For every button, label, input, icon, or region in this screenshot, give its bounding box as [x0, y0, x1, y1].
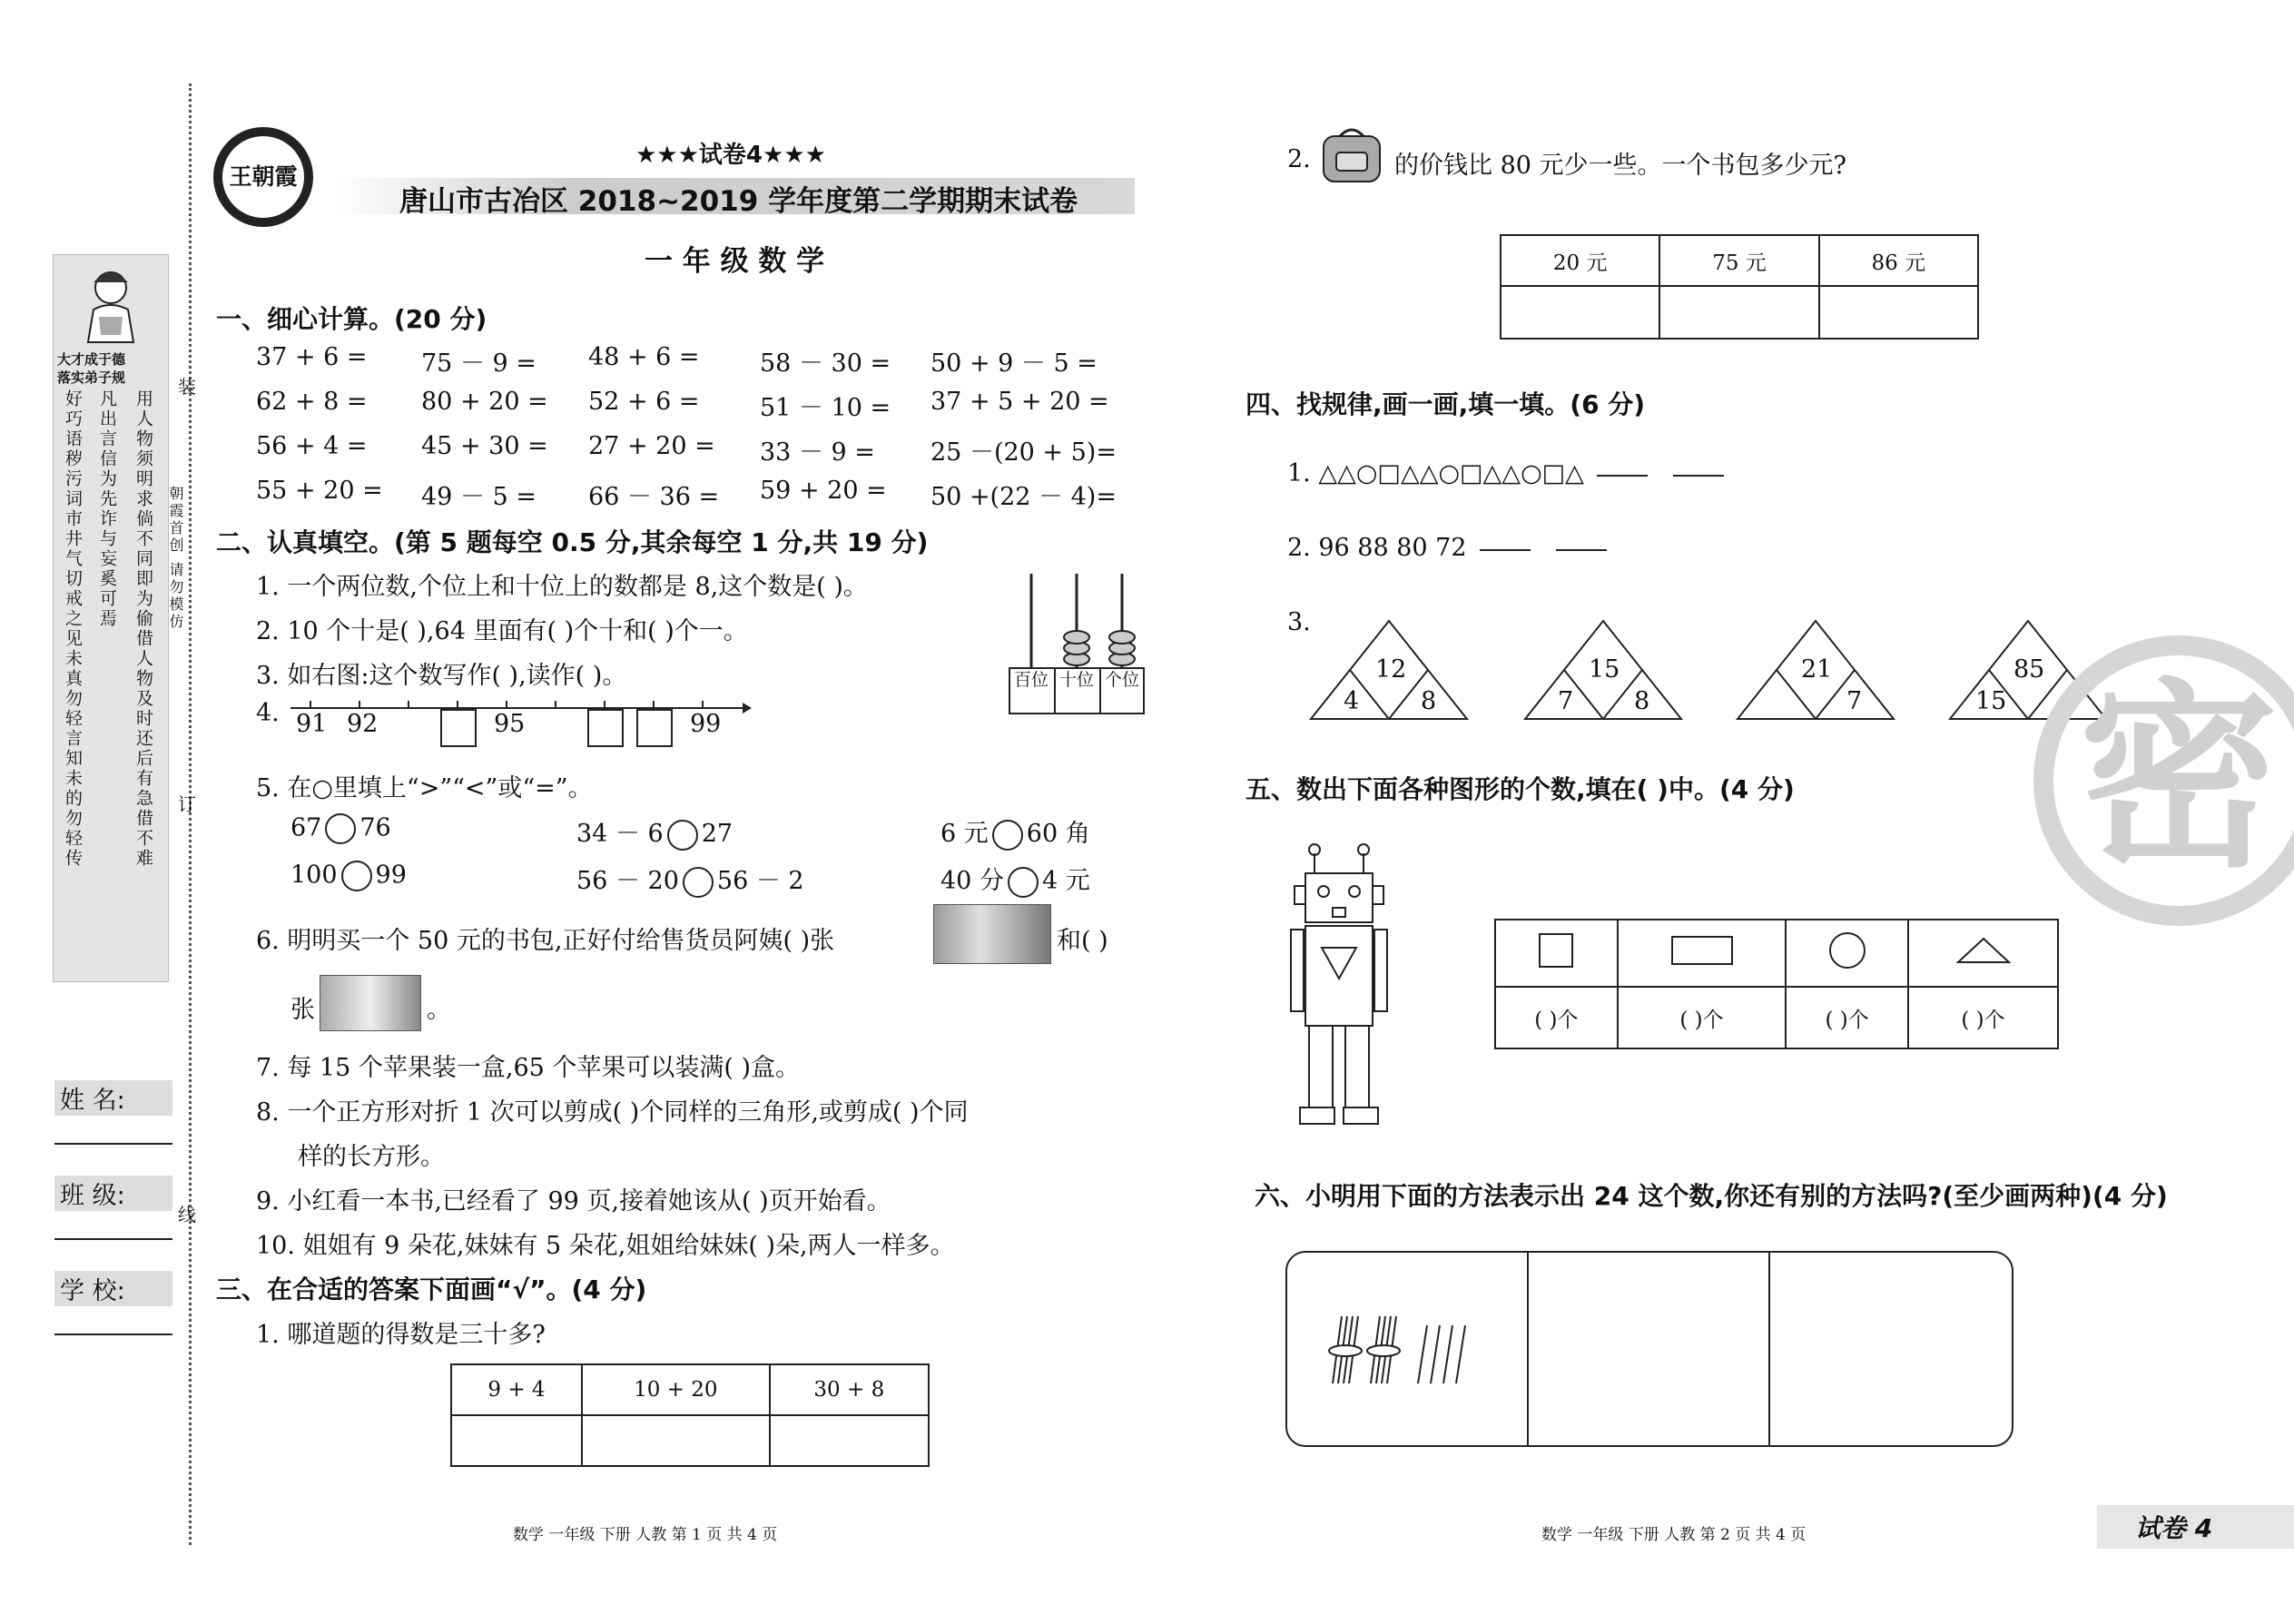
- calc-item[interactable]: 37 + 6 =: [256, 343, 368, 371]
- answer-cell[interactable]: [1659, 286, 1818, 339]
- footer-left: 数学 一年级 下册 人教 第 1 页 共 4 页: [513, 1526, 778, 1544]
- name-field[interactable]: [54, 1080, 172, 1145]
- sidebar-maxim-3: 好巧语秽污词市井气切戒之见未真勿轻言知未的勿轻传: [63, 389, 83, 869]
- pattern-question-1: 1. △△○□△△○□△△○□△: [1287, 459, 1737, 487]
- question-2-6a: 6. 明明买一个 50 元的书包,正好付给售货员阿姨( )张: [256, 927, 835, 955]
- compare-circle[interactable]: [667, 820, 698, 851]
- calc-item[interactable]: 27 + 20 =: [588, 432, 715, 460]
- answer-cell[interactable]: [582, 1415, 770, 1466]
- section3-heading: 三、在合适的答案下面画“√”。(4 分): [216, 1275, 647, 1304]
- drawing-divider: [1768, 1253, 1770, 1445]
- footer-paper-tag: 试卷 4: [2135, 1513, 2213, 1543]
- calc-item[interactable]: 37 + 5 + 20 =: [930, 388, 1109, 416]
- copyright-note: 朝霞首创 请勿模仿: [167, 486, 184, 632]
- number-line-label: 99: [690, 710, 722, 738]
- footer-right: 数学 一年级 下册 人教 第 2 页 共 4 页: [1541, 1526, 1807, 1544]
- binding-label-2: 订: [178, 793, 196, 815]
- compare-item: 67 76: [290, 813, 391, 844]
- circle-icon: [1829, 932, 1866, 969]
- shape-cell: [1618, 920, 1787, 987]
- question-2-1: 1. 一个两位数,个位上和十位上的数都是 8,这个数是( )。: [256, 573, 868, 601]
- school-field[interactable]: [54, 1271, 172, 1335]
- class-label: 班 级:: [54, 1176, 172, 1211]
- question-3-1: 1. 哪道题的得数是三十多?: [256, 1321, 546, 1349]
- question-2-3: 3. 如右图:这个数写作( ),读作( )。: [256, 662, 627, 690]
- abacus-label-tens: 十位: [1058, 670, 1094, 690]
- option-cell: 75 元: [1659, 235, 1818, 286]
- calc-grid: [256, 343, 1146, 521]
- schoolbag-icon: [1316, 123, 1389, 189]
- calc-item[interactable]: 50 +(22 － 4)=: [930, 483, 1117, 511]
- calc-item[interactable]: 49 － 5 =: [421, 483, 537, 511]
- stick-bundles-icon: [1322, 1311, 1503, 1391]
- compare-circle[interactable]: [683, 867, 714, 898]
- triangle-left-value[interactable]: 4: [1344, 687, 1360, 715]
- triangle-left-value[interactable]: 15: [1975, 687, 2007, 715]
- answer-cell[interactable]: [1501, 286, 1659, 339]
- triangle-top-value: 85: [2013, 655, 2045, 684]
- number-line-label: 95: [494, 710, 526, 738]
- compare-circle[interactable]: [992, 820, 1023, 851]
- scholar-icon: [81, 262, 141, 344]
- shape-cell: [1495, 920, 1618, 987]
- option-cell: 9 + 4: [451, 1364, 582, 1415]
- triangle-right-value[interactable]: 8: [1421, 687, 1437, 715]
- calc-item[interactable]: 25 －(20 + 5)=: [930, 438, 1117, 467]
- option-cell: 30 + 8: [770, 1364, 929, 1415]
- paper-badge: ★★★试卷4★★★: [635, 142, 826, 169]
- abacus-label-hundreds: 百位: [1013, 670, 1049, 690]
- number-line-label: 92: [347, 710, 379, 738]
- pattern-question-2: 2. 96 88 80 72: [1287, 534, 1620, 562]
- question-2-6c-end: 。: [427, 996, 451, 1024]
- question-2-7: 7. 每 15 个苹果装一盒,65 个苹果可以装满( )盒。: [256, 1054, 801, 1082]
- options-table-3-1: [450, 1363, 930, 1467]
- question-2-5: 5. 在○里填上“>”“<”或“=”。: [256, 774, 593, 802]
- number-line-blank[interactable]: [637, 710, 672, 746]
- section4-heading: 四、找规律,画一画,填一填。(6 分): [1245, 389, 1646, 419]
- square-icon: [1539, 933, 1573, 968]
- question-2-8b: 样的长方形。: [298, 1143, 445, 1171]
- answer-cell[interactable]: [770, 1415, 929, 1466]
- triangle-top-value: 12: [1375, 655, 1407, 684]
- calc-item[interactable]: 48 + 6 =: [588, 343, 700, 371]
- question-2-6b: 和( ): [1057, 927, 1108, 955]
- calc-row: [256, 432, 1146, 477]
- question-3-2: 的价钱比 80 元少一些。一个书包多少元?: [1394, 152, 1846, 180]
- count-cell[interactable]: ( )个: [1618, 987, 1787, 1048]
- question-2-2: 2. 10 个十是( ),64 里面有( )个十和( )个一。: [256, 617, 748, 645]
- calc-item[interactable]: 56 + 4 =: [256, 432, 368, 460]
- calc-item[interactable]: 51 － 10 =: [760, 394, 891, 422]
- sidebar-maxim-1: 用人物须明求倘不同即为偷借人物及时还后有急借不难: [133, 389, 153, 869]
- page-title: 唐山市古冶区 2018~2019 学年度第二学期期末试卷: [399, 185, 1078, 218]
- question-2-9: 9. 小红看一本书,已经看了 99 页,接着她该从( )页开始看。: [256, 1187, 891, 1216]
- answer-blank[interactable]: [1556, 547, 1607, 551]
- compare-item: 34 － 6 27: [576, 813, 733, 851]
- section5-heading: 五、数出下面各种图形的个数,填在( )中。(4 分): [1245, 774, 1795, 804]
- option-cell: 10 + 20: [582, 1364, 770, 1415]
- number-line-blank[interactable]: [441, 710, 476, 746]
- calc-item[interactable]: 59 + 20 =: [760, 477, 887, 505]
- number-line-label: 91: [296, 710, 328, 738]
- calc-row: [256, 343, 1146, 388]
- count-cell[interactable]: ( )个: [1908, 987, 2058, 1048]
- answer-cell[interactable]: [451, 1415, 582, 1466]
- sidebar-maxim-2: 凡出言信为先诈与妄奚可焉: [97, 389, 117, 629]
- class-line[interactable]: [54, 1238, 172, 1240]
- calc-item[interactable]: 45 + 30 =: [421, 432, 548, 460]
- banknote-10-icon: [320, 975, 421, 1031]
- robot-figure: [1289, 842, 1389, 1133]
- rectangle-icon: [1671, 936, 1733, 965]
- drawing-slot-2[interactable]: [1787, 1262, 1992, 1434]
- section1-heading: 一、细心计算。(20 分): [216, 304, 487, 334]
- shape-cell: [1908, 920, 2058, 987]
- calc-item[interactable]: 52 + 6 =: [588, 388, 700, 416]
- drawing-area: [1285, 1251, 2013, 1447]
- abacus-figure: [1006, 570, 1147, 715]
- section6-heading: 六、小明用下面的方法表示出 24 这个数,你还有别的方法吗?(至少画两种)(4 分): [1255, 1181, 2168, 1211]
- answer-blank[interactable]: [1597, 473, 1648, 477]
- calc-item[interactable]: 66 － 36 =: [588, 483, 720, 511]
- sidebar-motto-2: 落实弟子规: [57, 369, 126, 386]
- number-line-blank[interactable]: [588, 710, 623, 746]
- school-label: 学 校:: [54, 1271, 172, 1306]
- shape-cell: [1786, 920, 1908, 987]
- option-cell: 86 元: [1819, 235, 1978, 286]
- shape-count-table: [1494, 919, 2059, 1049]
- question-2-8a: 8. 一个正方形对折 1 次可以剪成( )个同样的三角形,或剪成( )个同: [256, 1098, 969, 1127]
- calc-item[interactable]: 58 － 30 =: [760, 349, 891, 378]
- calc-item[interactable]: 55 + 20 =: [256, 477, 383, 505]
- option-cell: 20 元: [1501, 235, 1659, 286]
- watermark-text: 密: [2078, 662, 2279, 894]
- calc-item[interactable]: 80 + 20 =: [421, 388, 548, 416]
- count-cell[interactable]: ( )个: [1786, 987, 1908, 1048]
- triangle-right-value[interactable]: 8: [1634, 687, 1650, 715]
- section2-heading: 二、认真填空。(第 5 题每空 0.5 分,其余每空 1 分,共 19 分): [216, 527, 929, 557]
- compare-item: 40 分 4 元: [940, 861, 1090, 898]
- compare-circle[interactable]: [341, 861, 372, 891]
- school-line[interactable]: [54, 1334, 172, 1335]
- triangle-top-value: 15: [1589, 655, 1620, 684]
- name-line[interactable]: [54, 1143, 172, 1145]
- calc-row: [256, 388, 1146, 432]
- count-cell[interactable]: ( )个: [1495, 987, 1618, 1048]
- compare-item: 6 元 60 角: [940, 813, 1090, 851]
- pattern-question-3: 3.: [1287, 608, 1311, 636]
- question-2-4-label: 4.: [256, 699, 280, 727]
- drawing-slot-1[interactable]: [1545, 1262, 1750, 1434]
- triangle-icon: [1956, 937, 2011, 964]
- triangle-left-value[interactable]: 7: [1558, 687, 1574, 715]
- answer-blank[interactable]: [1480, 547, 1531, 551]
- calc-item[interactable]: 50 + 9 － 5 =: [930, 349, 1098, 378]
- calc-item[interactable]: 33 － 9 =: [760, 438, 875, 467]
- triangle-top-value: 21: [1801, 655, 1833, 684]
- sidebar-motto-panel: [53, 254, 169, 982]
- class-field[interactable]: [54, 1176, 172, 1240]
- name-label: 姓 名:: [54, 1080, 172, 1116]
- brand-logo: [213, 127, 313, 227]
- abacus-label-ones: 个位: [1104, 670, 1139, 690]
- binding-label-1: 装: [178, 376, 196, 398]
- compare-item: 100 99: [290, 861, 407, 891]
- question-2-6c: 张: [290, 996, 315, 1024]
- sidebar-motto-1: 大才成于德: [57, 351, 126, 368]
- brand-logo-text: 王朝霞: [222, 136, 304, 218]
- question-3-2-label: 2.: [1287, 145, 1311, 173]
- banknote-20-icon: [933, 904, 1051, 964]
- calc-row: [256, 477, 1146, 521]
- drawing-divider: [1527, 1253, 1529, 1445]
- page-subtitle: 一 年 级 数 学: [645, 245, 825, 278]
- options-table-3-2: [1500, 234, 1979, 340]
- compare-circle[interactable]: [325, 813, 356, 844]
- answer-blank[interactable]: [1673, 473, 1724, 477]
- answer-cell[interactable]: [1819, 286, 1978, 339]
- triangle-right-value[interactable]: 7: [1846, 687, 1863, 715]
- compare-circle[interactable]: [1008, 867, 1039, 898]
- calc-item[interactable]: 62 + 8 =: [256, 388, 368, 416]
- question-2-10: 10. 姐姐有 9 朵花,妹妹有 5 朵花,姐姐给妹妹( )朵,两人一样多。: [256, 1232, 955, 1260]
- compare-item: 56 － 20 56 － 2: [576, 861, 804, 898]
- calc-item[interactable]: 75 － 9 =: [421, 349, 537, 378]
- binding-label-3: 线: [178, 1204, 196, 1225]
